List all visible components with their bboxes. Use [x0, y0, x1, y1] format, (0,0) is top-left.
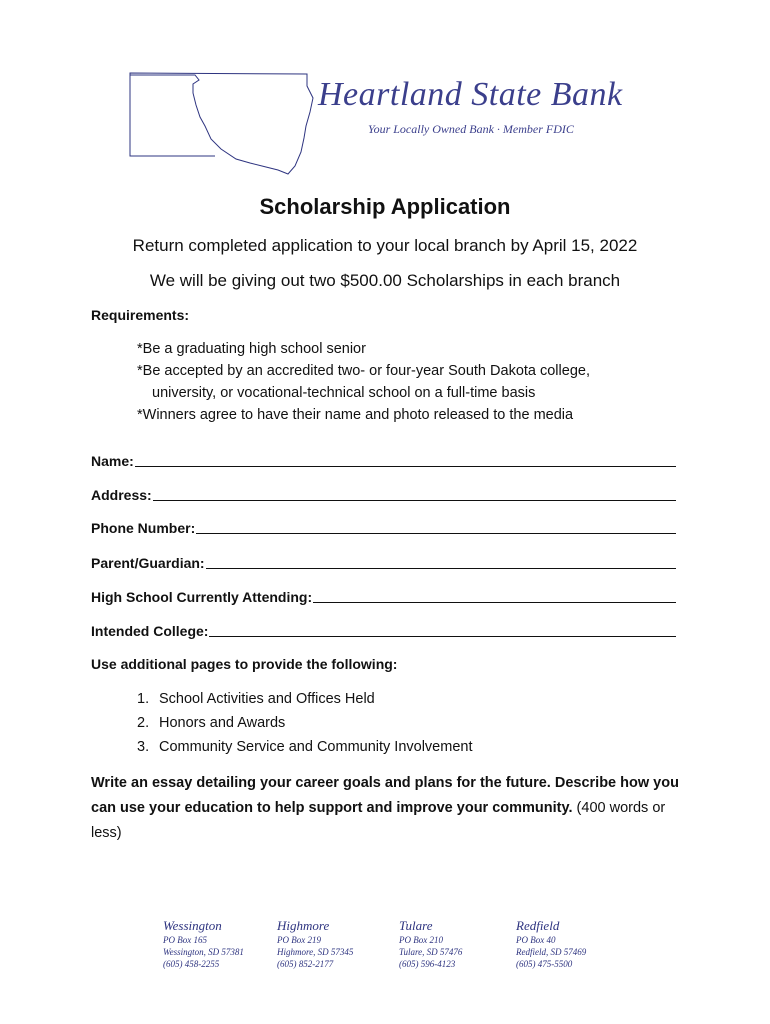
branch-city: Wessington, SD 57381 — [163, 947, 244, 957]
name-label: Name: — [91, 453, 134, 469]
branch-po-box: PO Box 219 — [277, 935, 321, 945]
branch-city: Tulare, SD 57476 — [399, 947, 463, 957]
branch-phone: (605) 458-2255 — [163, 959, 220, 969]
requirement-item: *Be a graduating high school senior — [137, 341, 366, 357]
address-label: Address: — [91, 487, 152, 503]
branch-name: Tulare — [399, 918, 433, 933]
address-field[interactable] — [91, 486, 676, 503]
college-input-line[interactable] — [209, 622, 676, 637]
page-title: Scholarship Application — [259, 194, 511, 219]
scholarship-notice: We will be giving out two $500.00 Scholarships in each branch — [149, 271, 621, 290]
branch-name: Wessington — [163, 918, 222, 933]
guardian-field[interactable] — [91, 554, 676, 571]
list-number: 1. — [137, 691, 150, 707]
list-text: Honors and Awards — [159, 715, 286, 731]
guardian-label: Parent/Guardian: — [91, 555, 205, 571]
essay-word-limit: (400 words or less) — [91, 800, 666, 841]
list-number: 3. — [137, 739, 150, 755]
deadline-notice: Return completed application to your local branch by April 15, 2022 — [132, 236, 638, 255]
college-field[interactable] — [91, 622, 676, 639]
branch-phone: (605) 475-5500 — [516, 959, 573, 969]
requirement-item: *Winners agree to have their name and photo released to the media — [137, 407, 574, 423]
branch-highmore — [277, 918, 353, 970]
phone-field[interactable] — [91, 519, 676, 536]
name-field[interactable] — [91, 452, 676, 469]
name-input-line[interactable] — [135, 452, 676, 467]
phone-label: Phone Number: — [91, 520, 196, 536]
branch-phone: (605) 852-2177 — [277, 959, 334, 969]
list-text: School Activities and Offices Held — [159, 691, 375, 707]
list-item — [137, 739, 472, 755]
high-school-input-line[interactable] — [313, 588, 676, 603]
requirements-heading: Requirements: — [91, 307, 190, 323]
address-input-line[interactable] — [153, 486, 676, 501]
requirement-item: *Be accepted by an accredited two- or four-year South Dakota college, — [137, 363, 590, 379]
list-number: 2. — [137, 715, 150, 731]
essay-instructions-bold: Write an essay detailing your career goals and plans for the future. Describe how you can use your education to help support and improve your community. — [91, 775, 679, 816]
bank-name: Heartland State Bank — [318, 76, 623, 113]
branch-wessington — [163, 918, 244, 970]
high-school-label: High School Currently Attending: — [91, 589, 313, 605]
phone-input-line[interactable] — [196, 519, 676, 534]
branch-po-box: PO Box 210 — [399, 935, 443, 945]
branch-name: Highmore — [277, 918, 330, 933]
college-label: Intended College: — [91, 623, 209, 639]
guardian-input-line[interactable] — [206, 554, 676, 569]
bank-tagline: Your Locally Owned Bank · Member FDIC — [368, 122, 574, 136]
branch-po-box: PO Box 40 — [516, 935, 556, 945]
branch-redfield — [516, 918, 586, 970]
additional-heading: Use additional pages to provide the following: — [91, 656, 398, 672]
branch-po-box: PO Box 165 — [163, 935, 207, 945]
branch-city: Redfield, SD 57469 — [516, 947, 587, 957]
list-text: Community Service and Community Involvement — [159, 739, 473, 755]
branch-tulare — [399, 918, 462, 970]
essay-instructions — [91, 771, 691, 846]
requirement-item: university, or vocational-technical school on a full-time basis — [152, 385, 536, 401]
branch-city: Highmore, SD 57345 — [277, 947, 354, 957]
branch-name: Redfield — [516, 918, 560, 933]
list-item — [137, 691, 375, 707]
branch-phone: (605) 596-4123 — [399, 959, 456, 969]
list-item — [137, 715, 285, 731]
high-school-field[interactable] — [91, 588, 676, 605]
